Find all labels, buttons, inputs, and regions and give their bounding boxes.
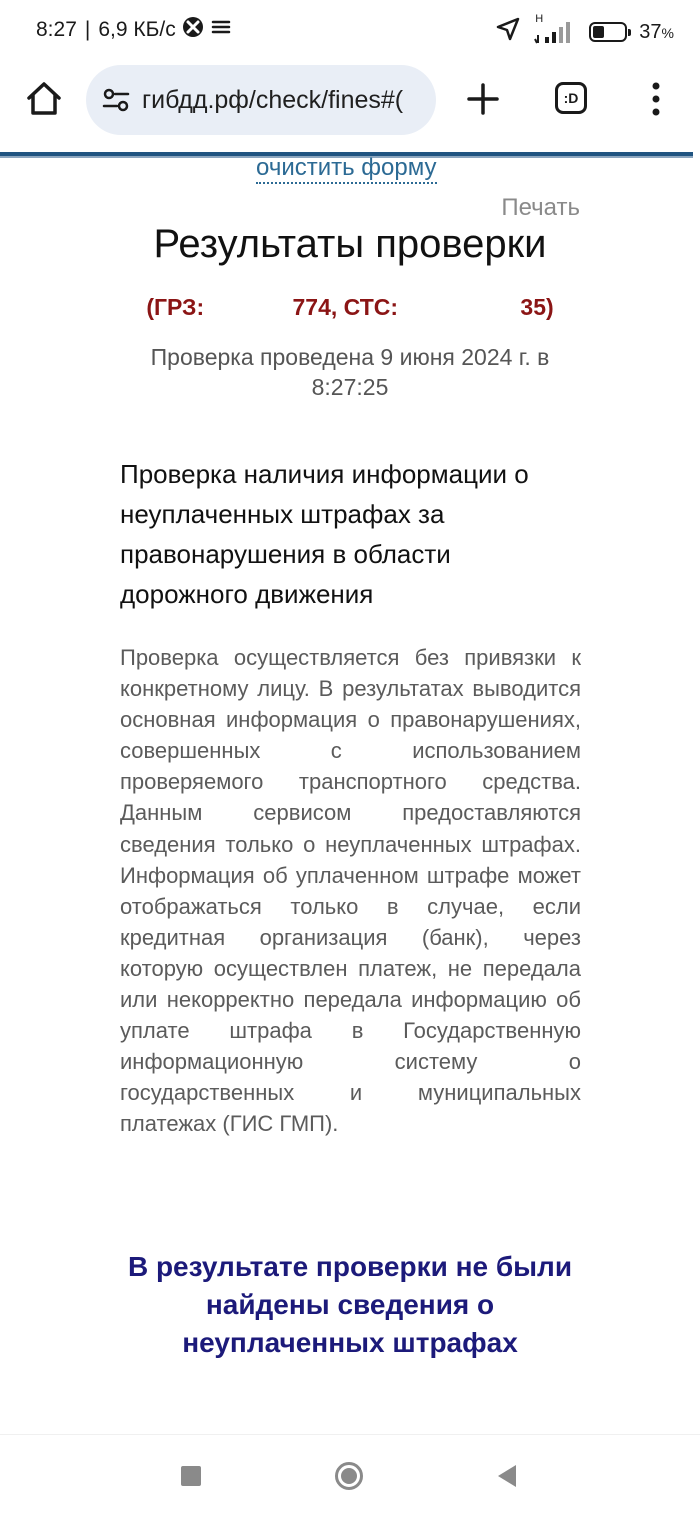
check-timestamp: Проверка проведена 9 июня 2024 г. в 8:27:25 — [150, 344, 550, 400]
tabs-button[interactable] — [555, 82, 587, 114]
plus-icon — [464, 80, 502, 118]
signal-icon — [533, 13, 577, 45]
tabs-label: :D — [563, 90, 579, 106]
network-type-label: H — [535, 13, 544, 25]
site-settings-icon[interactable] — [100, 84, 132, 116]
system-navigation-bar — [0, 1434, 700, 1518]
grz-visible-tail: 774 — [292, 294, 331, 320]
address-bar[interactable] — [86, 65, 436, 135]
system-home-button[interactable] — [334, 1461, 364, 1491]
battery-percent-value: 37 — [639, 20, 662, 43]
status-right — [495, 13, 674, 48]
service-description: Проверка осуществляется без привязки к конкретному лицу. В результатах выводится основная информация о правонарушениях, совершенных с использованием проверяемого транспортного средства. Данным сервисом предоставляются сведения только о неуплаченных штрафах. Информация об уплаченном штрафе может отображаться только в случае, если кредитная организация (банк), через которую осуществлен платеж, не передала или некорректно передала информацию об уплате штрафа в Государственную информационную систему о государственных и муниципальных платежах (ГИС ГМП). — [120, 645, 581, 1137]
browser-menu-button[interactable] — [646, 82, 666, 116]
section-title: Проверка наличия информации о неуплаченных штрафах за правонарушения в области дорожного движения — [120, 459, 529, 609]
result-message: В результате проверки не были найдены сведения о неуплаченных штрафах — [127, 1251, 573, 1358]
vpn-icon — [182, 16, 204, 44]
new-tab-button[interactable] — [464, 80, 502, 118]
home-button[interactable] — [24, 79, 64, 119]
sts-visible-tail: 35) — [520, 294, 554, 320]
home-icon — [24, 79, 64, 119]
square-icon — [181, 1466, 201, 1486]
more-vert-icon — [646, 82, 666, 116]
vehicle-identifiers — [0, 294, 700, 321]
status-left — [36, 16, 232, 44]
battery-icon — [589, 22, 627, 42]
status-time: 8:27 — [36, 18, 77, 41]
browser-toolbar — [0, 62, 700, 154]
battery-percent — [639, 21, 674, 44]
recent-apps-button[interactable] — [176, 1461, 206, 1491]
grz-label: (ГРЗ: — [146, 294, 211, 320]
sts-label: , СТС: — [330, 294, 405, 320]
notification-lines-icon — [210, 18, 232, 42]
back-triangle-icon — [498, 1465, 516, 1487]
battery-percent-unit: % — [661, 24, 674, 41]
network-speed: 6,9 КБ/с — [98, 18, 176, 41]
back-button[interactable] — [492, 1461, 522, 1491]
location-arrow-icon — [495, 16, 521, 48]
circle-icon — [335, 1462, 363, 1490]
print-link[interactable]: Печать — [501, 194, 580, 221]
sts-redacted — [404, 294, 520, 321]
page-title: Результаты проверки — [153, 222, 547, 266]
url-text: гибдд.рф/check/fines#( — [142, 85, 404, 114]
status-separator: | — [84, 18, 91, 41]
grz-redacted — [211, 294, 293, 321]
battery-fill — [593, 26, 604, 38]
clear-form-link[interactable]: очистить форму — [256, 154, 437, 184]
status-bar — [0, 0, 700, 62]
